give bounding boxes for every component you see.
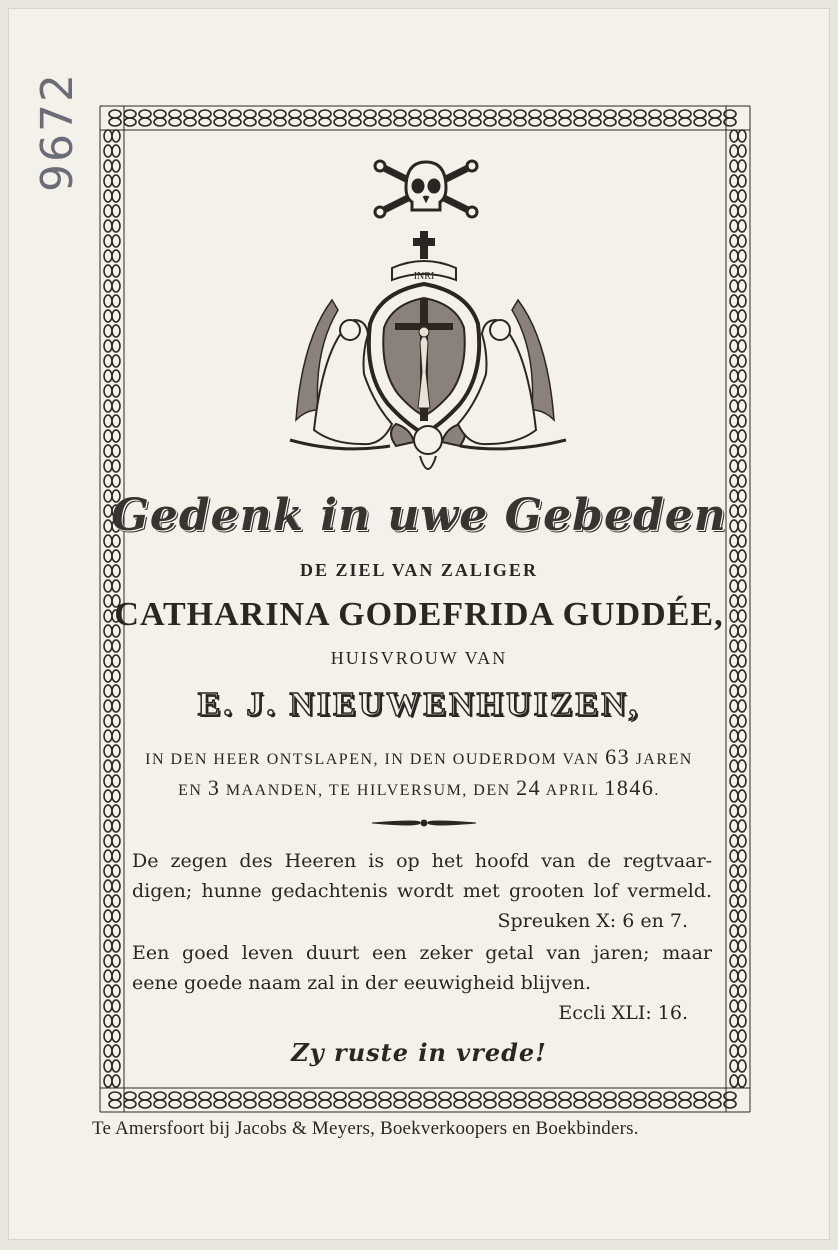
husband-name: E. J. NIEUWENHUIZEN,: [197, 686, 641, 723]
printer-imprint: Te Amersfoort bij Jacobs & Meyers, Boekverkoopers en Boekbinders.: [92, 1118, 639, 1139]
death-year: 1846: [604, 775, 655, 800]
death-text: MAANDEN, TE HILVERSUM, DEN: [220, 782, 517, 799]
inri-inscription: INRI: [413, 271, 435, 282]
relation-line: HUISVROUW VAN: [330, 648, 508, 668]
verse-2-line-1: Een goed leven duurt een zeker getal van jaren; maar: [132, 942, 712, 964]
divider-flourish: [372, 820, 476, 826]
age-months: 3: [207, 775, 221, 800]
death-line-2: [0, 775, 838, 801]
closing-prayer: Zy ruste in vrede!: [291, 1038, 547, 1067]
death-text: IN DEN HEER ONTSLAPEN, IN DEN OUDERDOM VAN: [145, 751, 606, 768]
death-line-1: [0, 744, 838, 770]
death-text: APRIL: [541, 782, 605, 799]
verse-2-line-2: eene goede naam zal in der eeuwigheid blijven.: [132, 972, 592, 994]
death-text: JAREN: [630, 751, 693, 768]
verse-1-line-2: digen; hunne gedachtenis wordt met grooten lof vermeld.: [132, 880, 712, 902]
age-years: 63: [605, 744, 631, 769]
death-text: .: [654, 782, 660, 799]
heading-gedenk: Gedenk in uwe Gebeden: [111, 490, 727, 541]
soul-line: DE ZIEL VAN ZALIGER: [300, 560, 538, 580]
death-text: EN: [178, 782, 208, 799]
deceased-name: CATHARINA GODEFRIDA GUDDÉE,: [114, 596, 724, 633]
verse-1-reference: Spreuken X: 6 en 7.: [497, 910, 688, 932]
verse-2-reference: Eccli XLI: 16.: [558, 1002, 688, 1024]
skull-crossbones-icon: [375, 161, 477, 217]
death-day: 24: [516, 775, 542, 800]
handwritten-catalog-number: 9672: [32, 72, 83, 192]
verse-1-line-1: De zegen des Heeren is op het hoofd van de regtvaar-: [132, 850, 712, 872]
crucifix-angels-engraving: [290, 232, 566, 469]
